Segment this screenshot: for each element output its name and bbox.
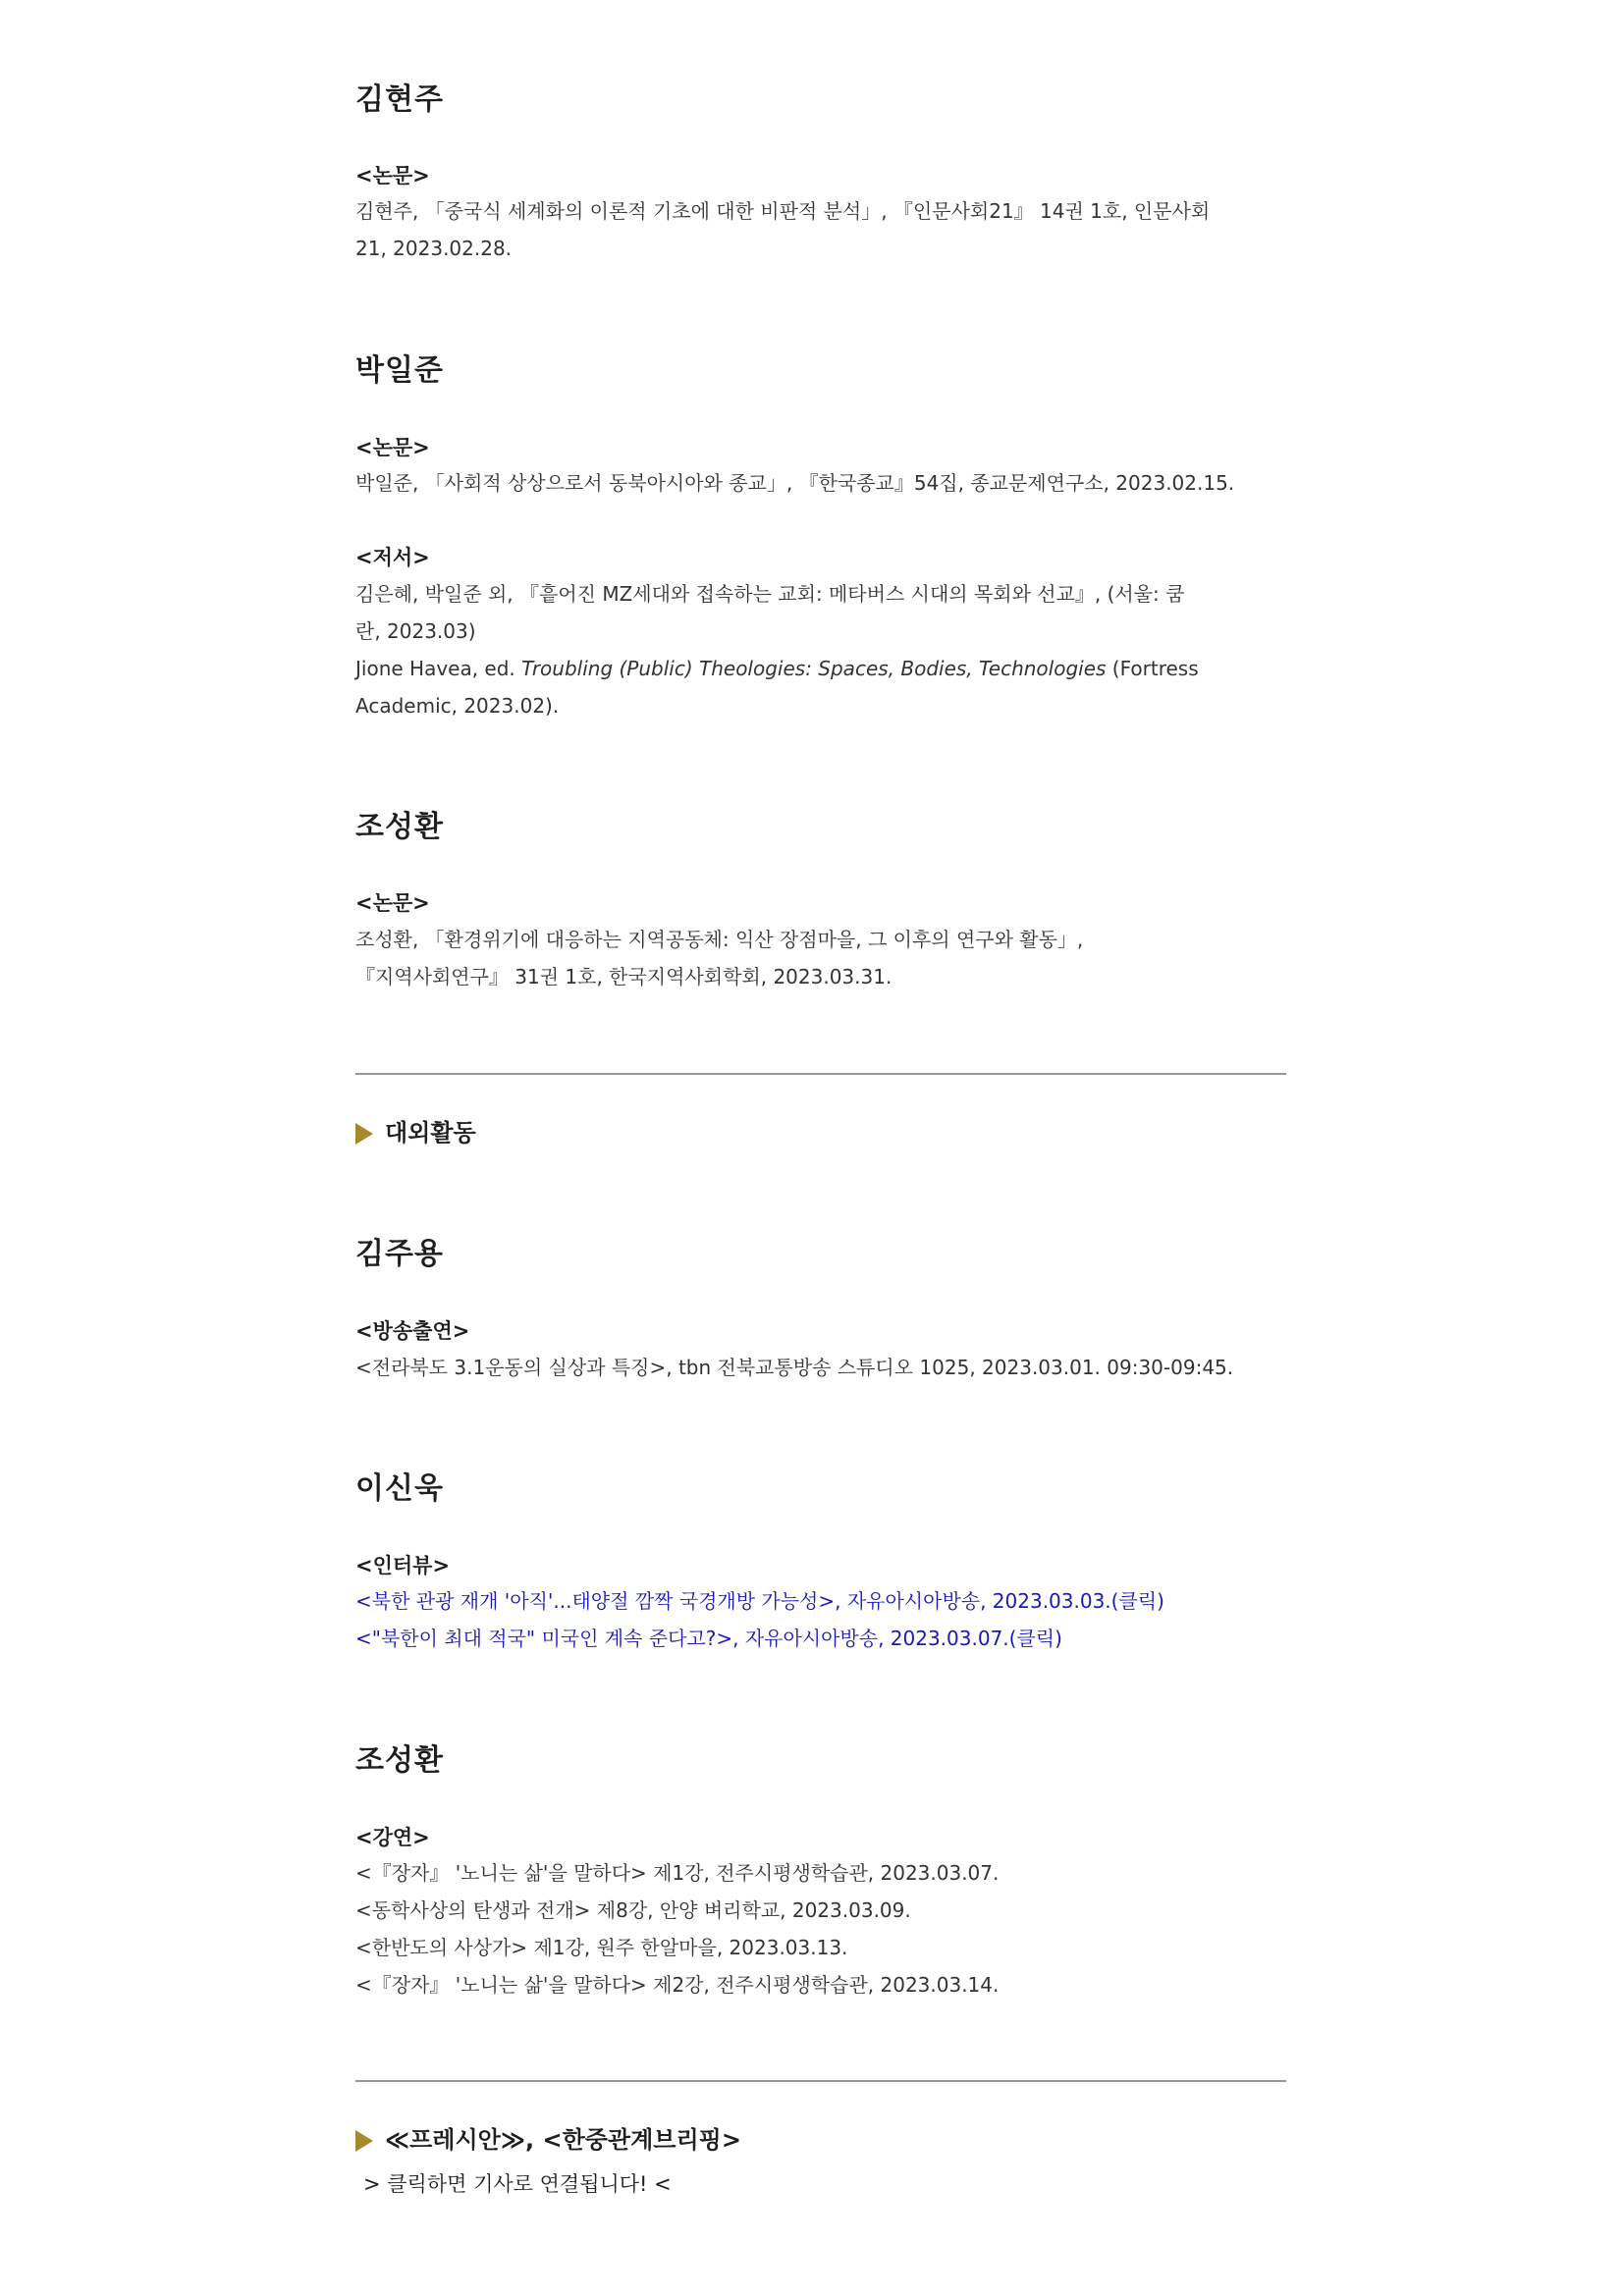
author-name-cho-sunghwan: 조성환 [355,810,444,844]
entry-line: 김은혜, 박일준 외, 『흩어진 MZ세대와 접속하는 교회: 메타버스 시대의 목회와 선교』, (서울: 쿰 [355,582,1185,606]
entry-line: 김현주, 「중국식 세계화의 이론적 기초에 대한 비판적 분석」, 『인문사회21』 14권 1호, 인문사회 [355,199,1211,223]
interview-link[interactable]: <북한 관광 재개 '아직'...태양절 깜짝 국경개방 가능성>, 자유아시아방송, 2023.03.03.(클릭) [355,1589,1164,1613]
entry-line: 『지역사회연구』 31권 1호, 한국지역사회학회, 2023.03.31. [355,965,893,988]
entry-line: <전라북도 3.1운동의 실상과 특징>, tbn 전북교통방송 스튜디오 1025, 2023.03.01. 09:30-09:45. [355,1356,1234,1379]
entry-line: <『장자』 '노니는 삶'을 말하다> 제1강, 전주시평생학습관, 2023.03.07. [355,1861,1000,1885]
interview-link[interactable]: <"북한이 최대 적국" 미국인 계속 준다고?>, 자유아시아방송, 2023.03.07.(클릭) [355,1627,1062,1650]
entry-line-english-book [355,654,1199,683]
divider [355,1073,1286,1075]
category-label: <논문> [355,436,430,459]
section-title: ≪프레시안≫, <한중관계브리핑> [385,2126,741,2154]
category-label: <강연> [355,1826,430,1849]
click-note: > 클릭하면 기사로 연결됩니다! < [363,2172,672,2196]
entry-line: <동학사상의 탄생과 전개> 제8강, 안양 벼리학교, 2023.03.09. [355,1898,911,1922]
author-name-park-iljun: 박일준 [355,353,444,388]
section-title: 대외활동 [385,1119,476,1147]
book-title: Troubling (Public) Theologies: Spaces, Bodies, Technologies [521,657,1107,680]
author-name-lee-sinuk: 이신욱 [355,1471,444,1506]
category-label: <논문> [355,164,430,187]
category-label: <인터뷰> [355,1554,451,1577]
entry-text: (Fortress [1106,657,1199,680]
entry-line: 조성환, 「환경위기에 대응하는 지역공동체: 익산 장점마을, 그 이후의 연구와 활동」, [355,928,1084,951]
author-name-kim-hyunju: 김현주 [355,82,444,117]
divider [355,2080,1286,2082]
section-heading-press [355,2123,741,2157]
entry-line: 21, 2023.02.28. [355,237,513,260]
triangle-right-icon [355,2130,373,2152]
author-name-cho-sunghwan: 조성환 [355,1743,444,1778]
entry-line: <『장자』 '노니는 삶'을 말하다> 제2강, 전주시평생학습관, 2023.03.14. [355,1973,1000,1997]
entry-line: 란, 2023.03) [355,619,476,643]
triangle-right-icon [355,1123,373,1145]
entry-line: <한반도의 사상가> 제1강, 원주 한알마을, 2023.03.13. [355,1936,848,1959]
category-label: <논문> [355,891,430,915]
entry-line: Academic, 2023.02). [355,694,560,718]
section-heading-activities [355,1116,476,1149]
entry-text: Jione Havea, ed. [355,657,522,680]
category-label: <방송출연> [355,1319,470,1343]
author-name-kim-juyong: 김주용 [355,1237,444,1271]
category-label: <저서> [355,546,430,569]
entry-line: 박일준, 「사회적 상상으로서 동북아시아와 종교」, 『한국종교』54집, 종교문제연구소, 2023.02.15. [355,471,1235,495]
